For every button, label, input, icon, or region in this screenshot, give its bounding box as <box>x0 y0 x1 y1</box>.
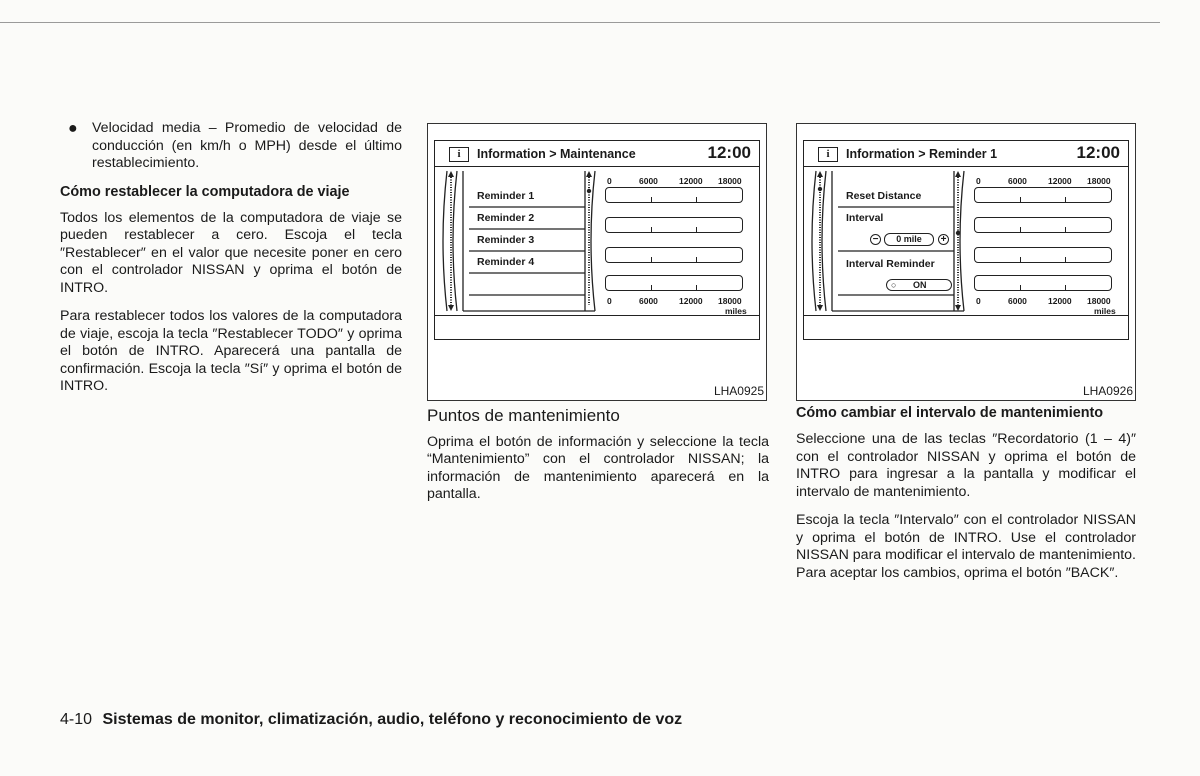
screen-footer <box>804 315 1128 339</box>
reminder-gauge <box>974 247 1112 263</box>
top-rule <box>0 22 1160 23</box>
screen-title: Information > Reminder 1 <box>846 147 998 161</box>
screen-display <box>434 140 760 340</box>
unit-label: miles <box>1094 306 1116 316</box>
scrollbar-art <box>804 141 1130 341</box>
info-icon: i <box>818 147 838 162</box>
interval-reminder-item[interactable]: Interval Reminder <box>846 258 935 270</box>
interval-item[interactable]: Interval <box>846 212 884 224</box>
scale-label: 12000 <box>679 176 703 186</box>
section-heading-interval: Cómo cambiar el intervalo de mantenimiento <box>796 405 1104 421</box>
bullet-text: Velocidad media – Promedio de velocidad de conducción (en km/h o MPH) desde el último restablecimiento. <box>92 120 402 171</box>
paragraph: Para restablecer todos los valores de la computadora de viaje, escoja la tecla ″Restablecer TODO″ y oprima el botón de INTRO. Aparecerá una pantalla de confirmación. Escoja la tecla ″Sí″ y oprima el botón de INTRO. <box>60 308 402 394</box>
column-left <box>60 120 402 407</box>
screen-display <box>803 140 1129 340</box>
reminder-gauge <box>974 187 1112 203</box>
scale-label: 12000 <box>1048 176 1072 186</box>
scale-label: 0 <box>976 176 981 186</box>
unit-label: miles <box>725 306 747 316</box>
scale-label: 6000 <box>639 296 658 306</box>
page-number: 4-10 <box>60 711 93 728</box>
screen-title: Information > Maintenance <box>477 147 636 161</box>
bullet-dot-icon: ● <box>68 120 78 137</box>
scale-label: 18000 <box>1087 296 1111 306</box>
scale-label: 0 <box>607 296 612 306</box>
menu-item-reminder-1[interactable]: Reminder 1 <box>477 190 535 202</box>
screen-footer <box>435 315 759 339</box>
scale-label: 12000 <box>1048 296 1072 306</box>
paragraph: Seleccione una de las teclas ″Recordatorio (1 – 4)″ con el controlador NISSAN y oprima el botón de INTRO para ingresar a la pantalla y modificar el intervalo de mantenimiento. <box>796 431 1136 500</box>
bullet-item <box>60 120 402 173</box>
scale-label: 0 <box>607 176 612 186</box>
minus-button[interactable]: − <box>870 234 881 245</box>
reminder-toggle[interactable] <box>886 279 952 291</box>
scale-label: 6000 <box>1008 296 1027 306</box>
figure-code: LHA0925 <box>713 384 764 398</box>
chapter-title: Sistemas de monitor, climatización, audio, teléfono y reconocimiento de voz <box>102 711 683 728</box>
column-middle <box>427 123 769 515</box>
toggle-radio-icon: ○ <box>891 280 897 290</box>
clock: 12:00 <box>707 143 751 162</box>
scale-label: 18000 <box>718 296 742 306</box>
scale-label: 0 <box>976 296 981 306</box>
reminder-gauge <box>605 217 743 233</box>
page-footer <box>60 711 682 729</box>
scale-label: 6000 <box>639 176 658 186</box>
clock: 12:00 <box>1076 143 1120 162</box>
menu-item-reminder-2[interactable]: Reminder 2 <box>477 212 535 224</box>
scale-label: 18000 <box>718 176 742 186</box>
section-heading-maintenance: Puntos de mantenimiento <box>427 406 620 425</box>
paragraph: Escoja la tecla ″Intervalo″ con el controlador NISSAN y oprima el botón de INTRO. Use el controlador NISSAN para modificar el intervalo de mantenimiento. Para aceptar los cambios, oprima el botón ″BACK″. <box>796 512 1136 581</box>
figure-maintenance-screen <box>427 123 767 401</box>
scale-label: 12000 <box>679 296 703 306</box>
scale-label: 6000 <box>1008 176 1027 186</box>
info-icon: i <box>449 147 469 162</box>
scale-label: 18000 <box>1087 176 1111 186</box>
reminder-gauge <box>974 275 1112 291</box>
reminder-gauge <box>605 247 743 263</box>
reminder-gauge <box>974 217 1112 233</box>
menu-item-reminder-4[interactable]: Reminder 4 <box>477 256 535 268</box>
toggle-state: ON <box>912 280 927 290</box>
paragraph: Oprima el botón de información y seleccione la tecla “Mantenimiento” con el controlador NISSAN; la información de mantenimiento aparecerá en la pantalla. <box>427 433 769 502</box>
plus-button[interactable]: + <box>938 234 949 245</box>
reminder-gauge <box>605 187 743 203</box>
figure-code: LHA0926 <box>1082 384 1133 398</box>
interval-value: 0 mile <box>884 233 934 246</box>
reminder-gauge <box>605 275 743 291</box>
reset-distance-item[interactable]: Reset Distance <box>846 190 922 202</box>
column-right <box>796 123 1136 593</box>
figure-reminder-screen <box>796 123 1136 401</box>
paragraph: Todos los elementos de la computadora de viaje se pueden restablecer a cero. Escoja el tecla ″Restablecer″ en el valor que necesite poner en cero con el controlador NISSAN y oprima el botón de INTRO. <box>60 209 402 296</box>
menu-item-reminder-3[interactable]: Reminder 3 <box>477 234 535 246</box>
section-heading-reset: Cómo restablecer la computadora de viaje <box>60 183 350 200</box>
